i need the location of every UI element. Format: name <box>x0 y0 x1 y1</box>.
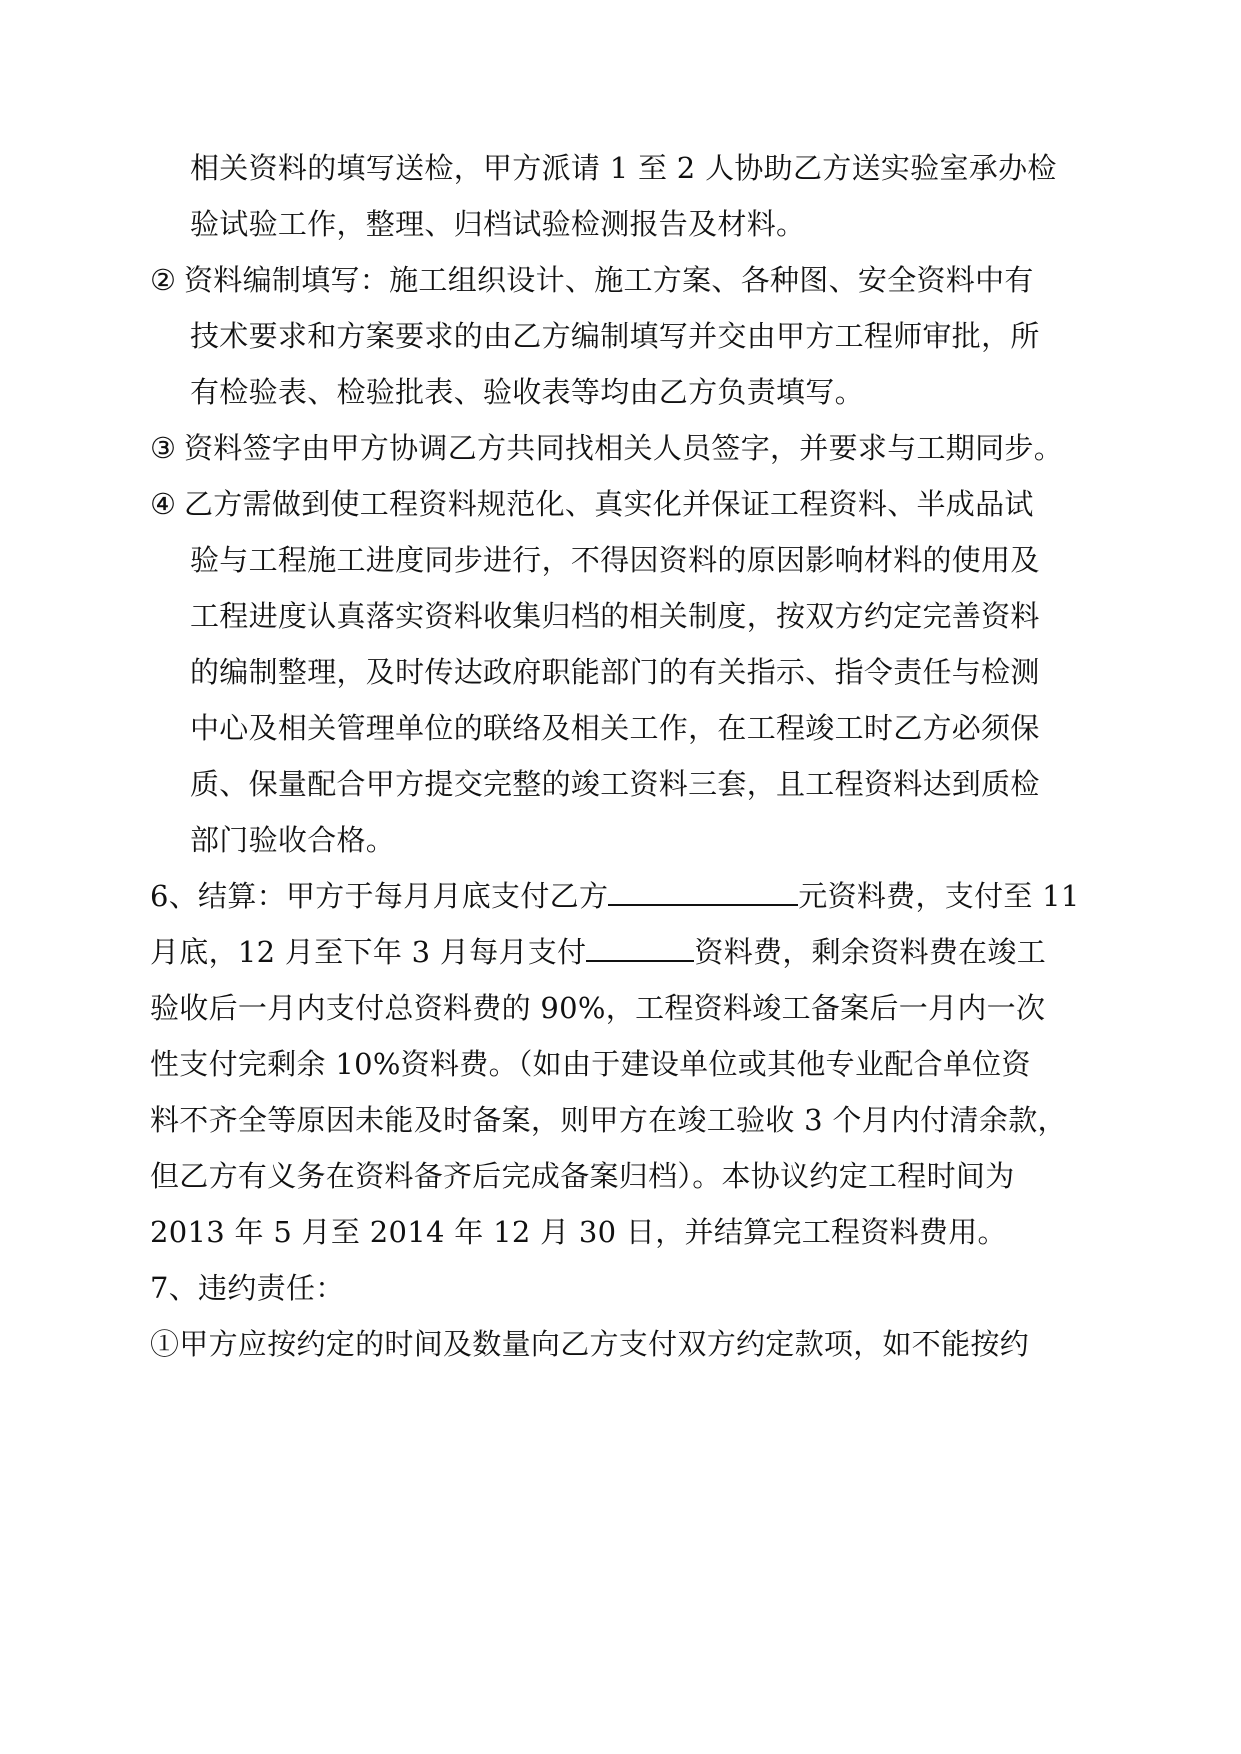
line-text: ①甲方应按约定的时间及数量向乙方支付双方约定款项，如不能按约 <box>150 1327 1030 1361</box>
line-text: 元资料费，支付至 11 <box>798 879 1080 913</box>
list-marker: ③ <box>150 431 177 465</box>
paragraph-line <box>150 988 1045 1028</box>
paragraph-line <box>190 820 395 860</box>
line-text: 的编制整理，及时传达政府职能部门的有关指示、指令责任与检测 <box>190 655 1040 689</box>
paragraph-line <box>190 652 1040 692</box>
line-text: 中心及相关管理单位的联络及相关工作，在工程竣工时乙方必须保 <box>190 711 1040 745</box>
line-text: 验试验工作，整理、归档试验检测报告及材料。 <box>190 207 806 241</box>
paragraph-line <box>150 1212 1007 1252</box>
paragraph-line <box>190 540 1040 580</box>
line-text: 乙方需做到使工程资料规范化、真实化并保证工程资料、半成品试 <box>184 487 1034 521</box>
list-item-line <box>150 260 1034 300</box>
line-text: 技术要求和方案要求的由乙方编制填写并交由甲方工程师审批，所 <box>190 319 1040 353</box>
line-text: 资料签字由甲方协调乙方共同找相关人员签字，并要求与工期同步。 <box>184 431 1064 465</box>
list-item-line <box>150 428 1063 468</box>
line-text: 7、违约责任： <box>150 1271 345 1305</box>
line-text: 相关资料的填写送检，甲方派请 1 至 2 人协助乙方送实验室承办检 <box>190 151 1057 185</box>
paragraph-line <box>190 148 1057 188</box>
paragraph-line <box>190 372 864 412</box>
line-text: 工程进度认真落实资料收集归档的相关制度，按双方约定完善资料 <box>190 599 1040 633</box>
paragraph-line <box>150 1156 1015 1196</box>
line-text: 料不齐全等原因未能及时备案，则甲方在竣工验收 3 个月内付清余款， <box>150 1103 1067 1137</box>
amount-blank <box>586 932 694 962</box>
line-text: 验收后一月内支付总资料费的 90%，工程资料竣工备案后一月内一次 <box>150 991 1046 1025</box>
paragraph-line <box>150 1044 1031 1084</box>
paragraph-line <box>190 596 1040 636</box>
settlement-line-2 <box>150 932 1046 972</box>
paragraph-line <box>190 316 1040 356</box>
line-text: 6、结算：甲方于每月月底支付乙方 <box>150 879 609 913</box>
list-marker: ④ <box>150 487 177 521</box>
list-marker: ② <box>150 263 177 297</box>
settlement-line-1 <box>150 876 1080 916</box>
line-text: 资料费，剩余资料费在竣工 <box>694 935 1047 969</box>
line-text: 月底，12 月至下年 3 月每月支付 <box>150 935 587 969</box>
paragraph-line <box>190 708 1040 748</box>
list-item-line <box>150 484 1034 524</box>
section-heading <box>150 1268 345 1308</box>
line-text: 质、保量配合甲方提交完整的竣工资料三套，且工程资料达到质检 <box>190 767 1040 801</box>
line-text: 资料编制填写：施工组织设计、施工方案、各种图、安全资料中有 <box>184 263 1034 297</box>
paragraph-line <box>190 204 805 244</box>
paragraph-line <box>150 1100 1067 1140</box>
line-text: 验与工程施工进度同步进行，不得因资料的原因影响材料的使用及 <box>190 543 1040 577</box>
line-text: 2013 年 5 月至 2014 年 12 月 30 日，并结算完工程资料费用。 <box>150 1215 1007 1249</box>
line-text: 但乙方有义务在资料备齐后完成备案归档）。本协议约定工程时间为 <box>150 1159 1015 1193</box>
line-text: 有检验表、检验批表、验收表等均由乙方负责填写。 <box>190 375 864 409</box>
line-text: 性支付完剩余 10%资料费。（如由于建设单位或其他专业配合单位资 <box>150 1047 1031 1081</box>
paragraph-line <box>190 764 1040 804</box>
line-text: 部门验收合格。 <box>190 823 396 857</box>
paragraph-line <box>150 1324 1029 1364</box>
amount-blank <box>608 876 798 906</box>
